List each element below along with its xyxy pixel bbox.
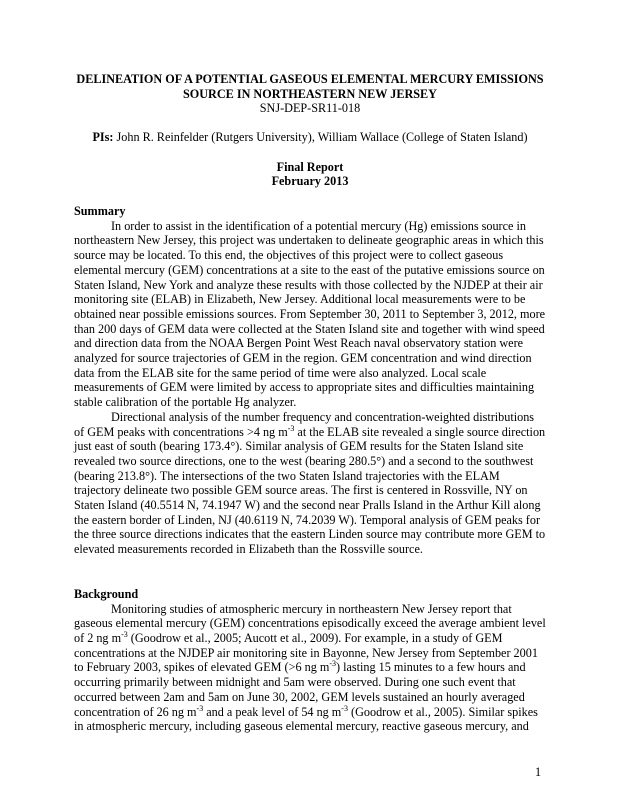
superscript: -3 [329, 659, 336, 669]
superscript: -3 [287, 423, 295, 433]
background-p1-text-d: and a peak level of 54 ng m [203, 704, 342, 719]
summary-heading: Summary [74, 204, 126, 218]
report-type: Final Report [276, 159, 344, 174]
superscript: -3 [341, 703, 348, 713]
page-content [74, 72, 546, 734]
summary-p2-text-a: Directional analysis of the number frequency and concentration-weighted distributions of GEM peaks with concentrations >4 ng m [74, 409, 535, 439]
background-p1-text-c: ) lasting 15 minutes to a few hours and occurring primarily between midnight and 5am were observed. During one such event that occurred between 2am and 5am on June 30, 2002, GEM levels sustained an hourly averaged concentration of 26 ng m [74, 660, 526, 719]
summary-paragraph-1: In order to assist in the identification of a potential mercury (Hg) emissions source in northeastern New Jersey, this project was undertaken to delineate geographic areas in which this source may be located. To this end, the objectives of this project were to collect gaseous elemental mercury (GEM) concentrations at a site to the east of the putative emissions source on Staten Island, New York and analyze these results with those collected by the NJDEP at their air monitoring site (ELAB) in Elizabeth, New Jersey. Additional local measurements were to be obtained near possible emissions sources. From September 30, 2011 to September 3, 2012, more than 200 days of GEM data were collected at the Staten Island site and together with wind speed and direction data from the NOAA Bergen Point West Reach naval observatory station were analyzed for source trajectories of GEM in the region. GEM concentration and wind direction data from the ELAB site for the same period of time were also analyzed. Local scale measurements of GEM were limited by access to appropriate sites and difficulties maintaining stable calibration of the portable Hg analyzer. [74, 218, 546, 410]
pis-names: John R. Reinfelder (Rutgers University), William Wallace (College of Staten Island) [113, 129, 528, 144]
report-title [74, 72, 546, 101]
page-number: 1 [535, 765, 542, 779]
superscript: -3 [121, 629, 128, 639]
title-line-1: DELINEATION OF A POTENTIAL GASEOUS ELEMENTAL MERCURY EMISSIONS [76, 72, 544, 86]
superscript: -3 [196, 703, 204, 713]
summary-paragraph-2 [74, 410, 546, 557]
report-id: SNJ-DEP-SR11-018 [259, 101, 361, 116]
report-date: February 2013 [271, 174, 349, 189]
background-p1-text-a: Monitoring studies of atmospheric mercury in northeastern New Jersey report that gaseous elemental mercury (GEM) concentrations episodically exceed the average ambient level of 2 ng m [74, 601, 546, 645]
background-heading: Background [74, 586, 139, 601]
title-line-2: SOURCE IN NORTHEASTERN NEW JERSEY [183, 86, 437, 101]
pis-label: PIs: [92, 129, 114, 144]
background-p1-text-b: (Goodrow et al., 2005; Aucott et al., 2009). For example, in a study of GEM concentrations at the NJDEP air monitoring site in Bayonne, New Jersey from September 2001 to February 2003, spikes of elevated GEM (>6 ng m [74, 630, 538, 675]
summary-p2-text-b: at the ELAB site revealed a single source direction just east of south (bearing 173.4°). Similar analysis of GEM results for the Staten Island site revealed two source directions, one to the west (bearing 280.5°) and a second to the southwest (bearing 213.8°). The intersections of the two Staten Island trajectories with the ELAM trajectory delineate two possible GEM source areas. The first is centered in Rossville, NY on Staten Island (40.5514 N, 74.1947 W) and the second near Pralls Island in the Arthur Kill along the eastern border of Linden, NJ (40.6119 N, 74.2039 W). Temporal analysis of GEM peaks for the three source directions indicates that the eastern Linden source may contribute more GEM to elevated measurements recorded in Elizabeth than the Rossville source. [74, 424, 546, 557]
background-paragraph-1 [74, 602, 546, 734]
principal-investigators [74, 130, 546, 145]
background-p1-text-e: (Goodrow et al., 2005). Similar spikes in atmospheric mercury, including gaseous elemental mercury, reactive gaseous mercury, and [74, 704, 538, 734]
